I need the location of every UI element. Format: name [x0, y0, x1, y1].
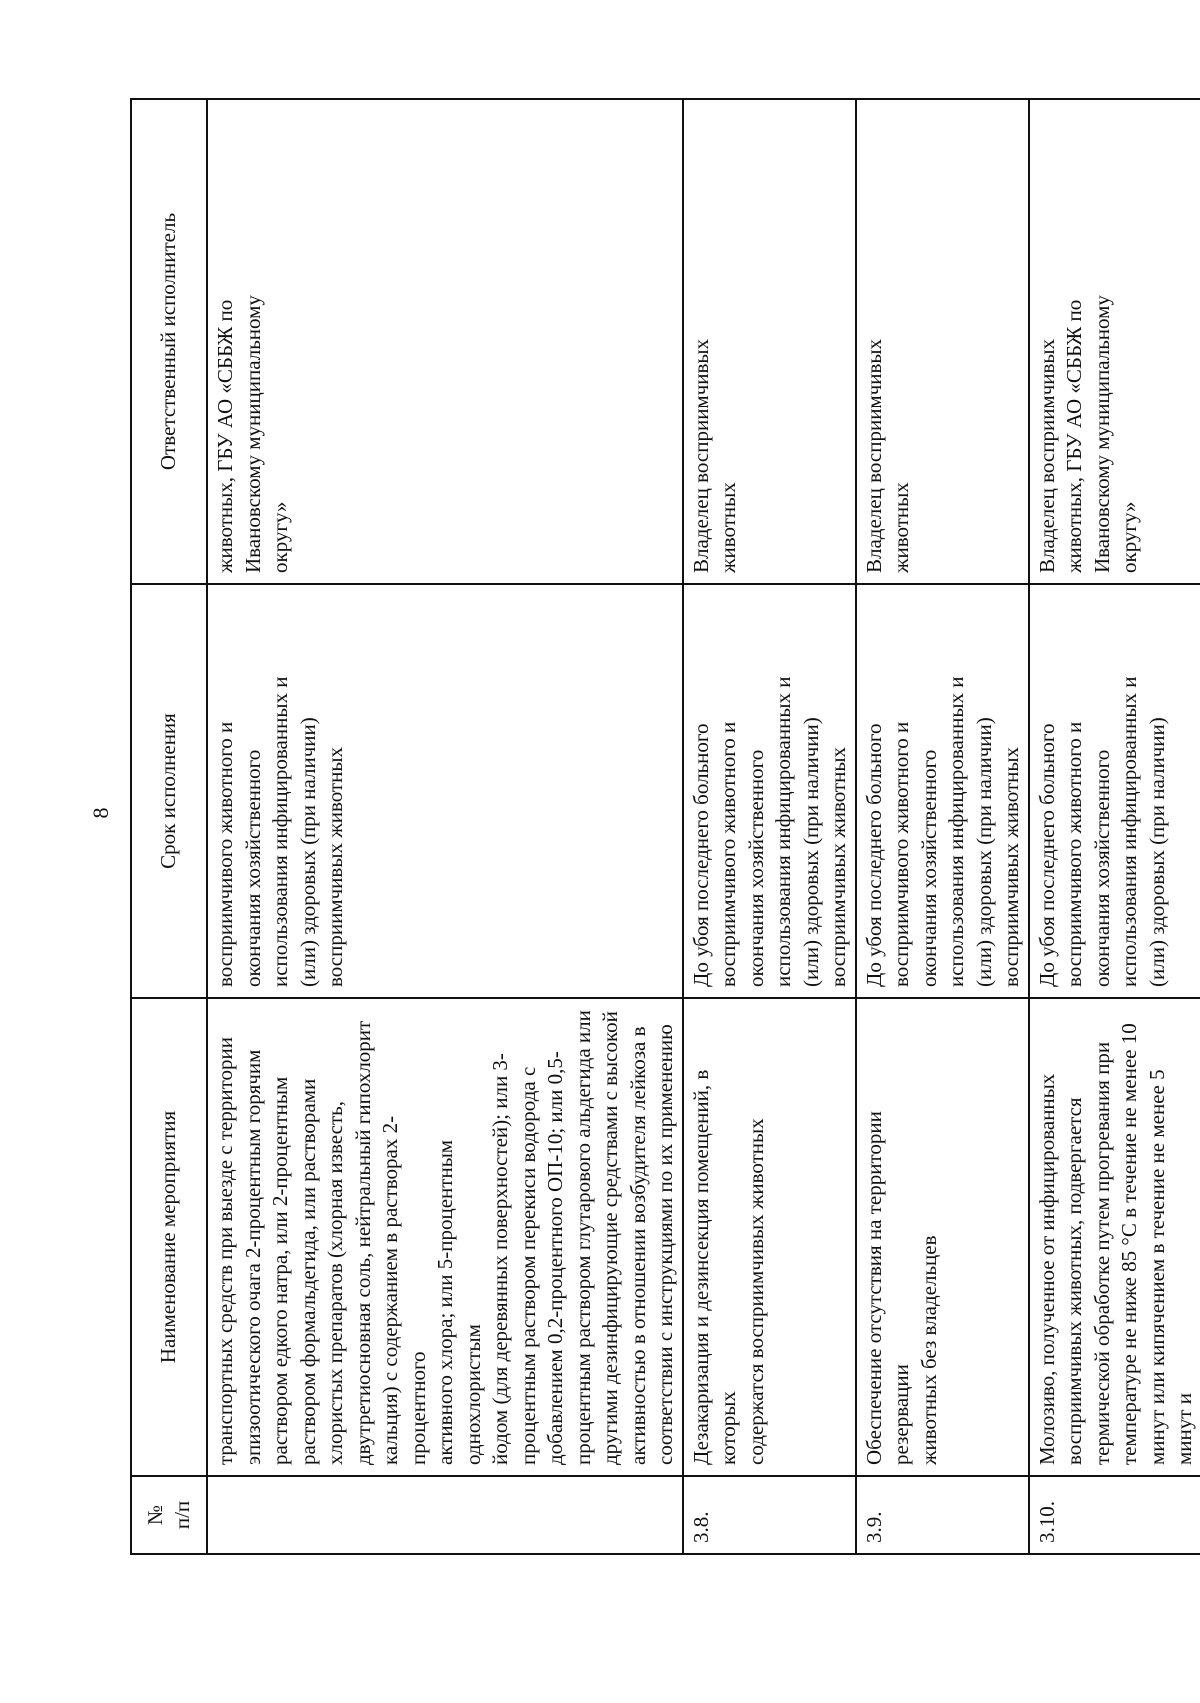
measures-table — [130, 98, 1200, 1555]
table-header — [131, 99, 207, 1554]
header-name: Наименование мероприятия — [131, 998, 207, 1476]
row-executor: животных, ГБУ АО «СББЖ по Ивановскому муниципальному округу» — [207, 99, 683, 584]
row-term: До убоя последнего больного восприимчивого животного и окончания хозяйственного использования инфицированных и (или) здоровых (при наличии) — [1029, 584, 1200, 998]
header-num: № п/п — [131, 1476, 207, 1554]
row-name: транспортных средств при выезде с территории эпизоотического очага 2-процентным горячим раствором едкого натра, или 2-процентным раствором формальдегида, или растворами хлористых препаратов (хлорная известь, двутретиосновная соль, нейтральный гипохлорит кальция) с содержанием в растворах 2-процентного активного хлора; или 5-процентным однохлористым йодом (для деревянных поверхностей); или 3- процентным раствором перекиси водорода с добавлением 0,2-процентного ОП-10; или 0,5- процентным раствором глутарового альдегида или другими дезинфицирующие средствами с высокой активностью в отношении возбудителя лейкоза в соответствии с инструкциями по их применению — [207, 998, 683, 1476]
table-row — [1029, 99, 1200, 1554]
header-executor: Ответственный исполнитель — [131, 99, 207, 584]
row-name: Молозиво, полученное от инфицированных восприимчивых животных, подвергается термической обработке путем прогревания при температуре не ниже 85 °С в течение не менее 10 минут или кипячением в течение не менее 5 минут и — [1029, 998, 1200, 1476]
row-executor: Владелец восприимчивых животных — [683, 99, 856, 584]
row-num: 3.8. — [683, 1476, 856, 1554]
header-term: Срок исполнения — [131, 584, 207, 998]
landscape-page — [130, 100, 1196, 1555]
row-num: 3.9. — [856, 1476, 1029, 1554]
row-executor: Владелец восприимчивых животных — [856, 99, 1029, 584]
table-row — [207, 99, 683, 1554]
row-num — [207, 1476, 683, 1554]
table-row — [683, 99, 856, 1554]
header-row — [131, 99, 207, 1554]
row-num: 3.10. — [1029, 1476, 1200, 1554]
row-name: Дезакаризация и дезинсекция помещений, в которых содержатся восприимчивых животных — [683, 998, 856, 1476]
row-name: Обеспечение отсутствия на территории резервации животных без владельцев — [856, 998, 1029, 1476]
row-executor: Владелец восприимчивых животных, ГБУ АО «СББЖ по Ивановскому муниципальному округу» — [1029, 99, 1200, 584]
row-term: До убоя последнего больного восприимчивого животного и окончания хозяйственного использования инфицированных и (или) здоровых (при наличии) восприимчивых животных — [856, 584, 1029, 998]
row-term: До убоя последнего больного восприимчивого животного и окончания хозяйственного использования инфицированных и (или) здоровых (при наличии) восприимчивых животных — [683, 584, 856, 998]
page-number: 8 — [88, 807, 113, 819]
table-row — [856, 99, 1029, 1554]
row-term: восприимчивого животного и окончания хозяйственного использования инфицированных и (или) здоровых (при наличии) восприимчивых животных — [207, 584, 683, 998]
rotated-table-container — [130, 100, 1196, 1555]
table-body — [207, 99, 1200, 1554]
